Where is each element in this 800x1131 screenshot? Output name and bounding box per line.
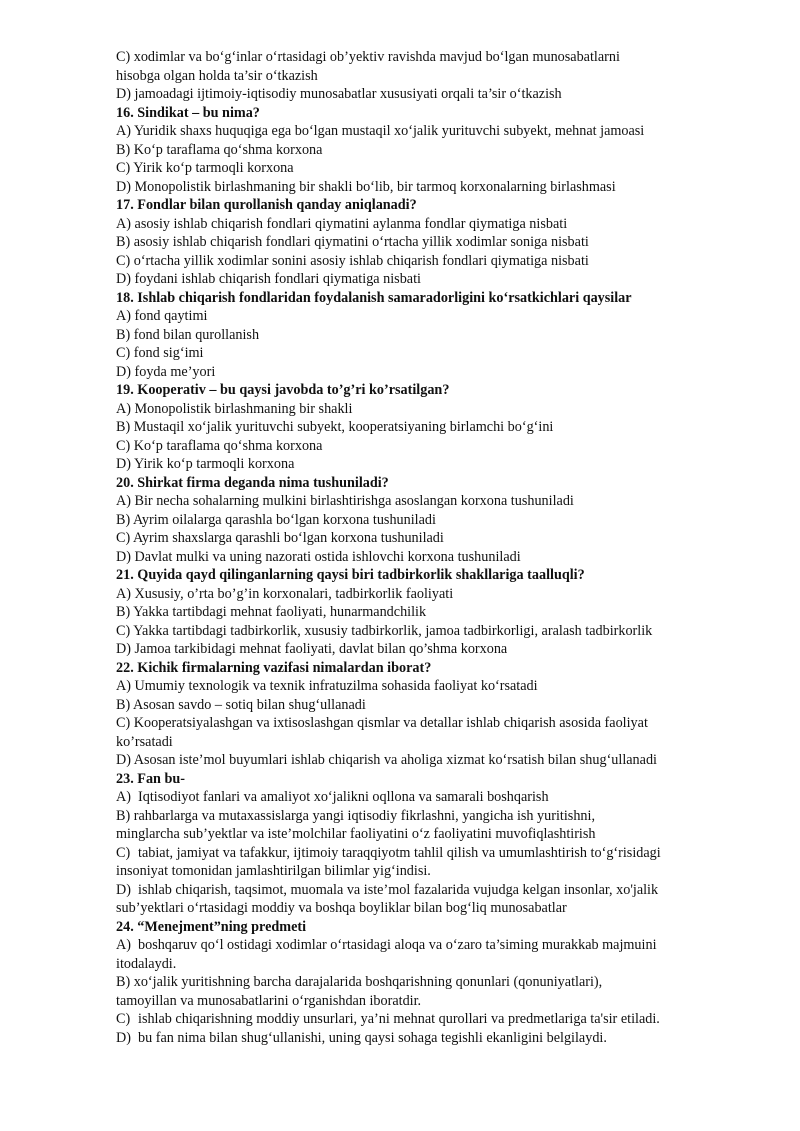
option-a-20: A) Bir necha sohalarning mulkini birlashtirishga asoslangan korxona tushuniladi <box>116 493 574 509</box>
option-d-24-label: D) <box>116 1029 131 1046</box>
option-b-24: B) xo‘jalik yuritishning barcha darajalarida boshqarishning qonunlari (qonuniyatlari), <box>116 974 603 990</box>
question-23: 23. Fan bu- <box>116 770 185 787</box>
option-c-23-label: C) <box>116 844 131 861</box>
option-a-19: A) Monopolistik birlashmaning bir shakli <box>116 400 353 417</box>
option-c-18: C) fond sig‘imi <box>116 345 204 361</box>
option-c-17: C) o‘rtacha yillik xodimlar sonini asosiy ishlab chiqarish fondlari qiymatiga nisbati <box>116 252 589 269</box>
question-17: 17. Fondlar bilan qurollanish qanday aniqlanadi? <box>116 197 417 213</box>
option-c-15: C) xodimlar va bo‘g‘inlar o‘rtasidagi ob’yektiv ravishda mavjud bo‘lgan munosabatlarni <box>116 49 620 65</box>
option-c-22: C) Kooperatsiyalashgan va ixtisoslashgan qismlar va detallar ishlab chiqarish asosida faoliyat <box>116 715 648 731</box>
option-b-16: B) Ko‘p taraflama qo‘shma korxona <box>116 141 323 158</box>
option-a-22: A) Umumiy texnologik va texnik infratuzilma sohasida faoliyat ko‘rsatadi <box>116 678 538 694</box>
option-d-18: D) foyda me’yori <box>116 363 216 380</box>
option-c-19: C) Ko‘p taraflama qo‘shma korxona <box>116 437 323 454</box>
option-a-24 <box>116 936 741 955</box>
option-d-19: D) Yirik ko‘p tarmoqli korxona <box>116 456 295 472</box>
question-22: 22. Kichik firmalarning vazifasi nimalardan iborat? <box>116 659 432 676</box>
option-b-19: B) Mustaqil xo‘jalik yurituvchi subyekt, kooperatsiyaning birlamchi bo‘g‘ini <box>116 419 554 435</box>
option-b-24-cont: tamoyillan va munosabatlarini o‘rganishdan iboratdir. <box>116 992 422 1009</box>
question-16: 16. Sindikat – bu nima? <box>116 104 260 121</box>
option-d-15: D) jamoadagi ijtimoiy-iqtisodiy munosabatlar xususiyati orqali ta’sir o‘tkazish <box>116 86 562 102</box>
option-a-17: A) asosiy ishlab chiqarish fondlari qiymatini aylanma fondlar qiymatiga nisbati <box>116 215 568 232</box>
question-24: 24. “Menejment”ning predmeti <box>116 918 307 935</box>
option-c-23-text: tabiat, jamiyat va tafakkur, ijtimoiy taraqqiyotm tahlil qilish va umumlashtirish to‘g‘risidagi <box>138 844 661 861</box>
option-b-22: B) Asosan savdo – sotiq bilan shug‘ullanadi <box>116 696 366 713</box>
option-d-23-text: ishlab chiqarish, taqsimot, muomala va iste’mol fazalarida vujudga kelgan insonlar, xo'jalik <box>138 881 659 898</box>
document-page <box>116 48 741 1047</box>
option-c-23-cont: insoniyat tomonidan jamlashtirilgan bilimlar yig‘indisi. <box>116 863 431 879</box>
question-19: 19. Kooperativ – bu qaysi javobda to’g’ri ko’rsatilgan? <box>116 382 450 398</box>
option-b-17: B) asosiy ishlab chiqarish fondlari qiymatini o‘rtacha yillik xodimlar soniga nisbati <box>116 234 589 250</box>
option-d-22: D) Asosan iste’mol buyumlari ishlab chiqarish va aholiga xizmat ko‘rsatish bilan shug‘ullanadi <box>116 752 657 768</box>
option-a-24-label: A) <box>116 937 131 953</box>
option-a-24-cont: itodalaydi. <box>116 955 177 972</box>
option-c-15-cont: hisobga olgan holda ta’sir o‘tkazish <box>116 67 318 84</box>
option-d-23-label: D) <box>116 881 131 898</box>
option-d-24-text: bu fan nima bilan shug‘ullanishi, uning qaysi sohaga tegishli ekanligini belgilaydi. <box>138 1029 607 1046</box>
option-b-20: B) Ayrim oilalarga qarashla bo‘lgan korxona tushuniladi <box>116 511 436 528</box>
option-c-24-text: ishlab chiqarishning moddiy unsurlari, ya’ni mehnat qurollari va predmetlariga ta'sir etiladi. <box>138 1011 660 1027</box>
option-c-22-cont: ko’rsatadi <box>116 733 173 750</box>
option-d-21: D) Jamoa tarkibidagi mehnat faoliyati, davlat bilan qo’shma korxona <box>116 641 508 657</box>
option-a-18: A) fond qaytimi <box>116 308 208 324</box>
option-c-20: C) Ayrim shaxslarga qarashli bo‘lgan korxona tushuniladi <box>116 530 444 546</box>
option-d-23-cont: sub’yektlari o‘rtasidagi moddiy va boshqa boyliklar bilan bog‘liq munosabatlar <box>116 900 567 916</box>
option-d-20: D) Davlat mulki va uning nazorati ostida ishlovchi korxona tushuniladi <box>116 548 521 565</box>
option-d-17: D) foydani ishlab chiqarish fondlari qiymatiga nisbati <box>116 271 421 287</box>
option-a-21: A) Xususiy, o’rta bo’g’in korxonalari, tadbirkorlik faoliyati <box>116 585 454 602</box>
option-c-24-label: C) <box>116 1011 131 1027</box>
question-21: 21. Quyida qayd qilinganlarning qaysi biri tadbirkorlik shakllariga taalluqli? <box>116 567 585 583</box>
option-a-24-text: boshqaruv qo‘l ostidagi xodimlar o‘rtasidagi aloqa va o‘zaro ta’siming murakkab majmuini <box>138 937 657 953</box>
question-18: 18. Ishlab chiqarish fondlaridan foydalanish samaradorligini ko‘rsatkichlari qaysilar <box>116 289 632 306</box>
option-c-16: C) Yirik ko‘p tarmoqli korxona <box>116 160 294 176</box>
question-20: 20. Shirkat firma deganda nima tushuniladi? <box>116 474 389 491</box>
option-d-16: D) Monopolistik birlashmaning bir shakli bo‘lib, bir tarmoq korxonalarning birlashmasi <box>116 178 616 195</box>
option-a-23 <box>116 788 741 807</box>
option-b-21: B) Yakka tartibdagi mehnat faoliyati, hunarmandchilik <box>116 604 427 620</box>
option-a-23-text: Iqtisodiyot fanlari va amaliyot xo‘jalikni oqllona va samarali boshqarish <box>138 789 549 805</box>
option-a-16: A) Yuridik shaxs huquqiga ega bo‘lgan mustaqil xo‘jalik yurituvchi subyekt, mehnat jamoasi <box>116 123 645 139</box>
option-a-23-label: A) <box>116 789 131 805</box>
option-b-23-cont: minglarcha sub’yektlar va iste’molchilar faoliyatini o‘z faoliyatini muvofiqlashtirish <box>116 826 596 842</box>
option-c-24 <box>116 1010 741 1029</box>
option-d-24 <box>116 1029 741 1048</box>
option-b-18: B) fond bilan qurollanish <box>116 326 260 343</box>
option-c-21: C) Yakka tartibdagi tadbirkorlik, xususiy tadbirkorlik, jamoa tadbirkorligi, aralash tadbirkorlik <box>116 622 653 639</box>
option-d-23 <box>116 881 741 900</box>
option-b-23: B) rahbarlarga va mutaxassislarga yangi iqtisodiy fikrlashni, yangicha ish yuritishni, <box>116 807 595 824</box>
option-c-23 <box>116 844 741 863</box>
